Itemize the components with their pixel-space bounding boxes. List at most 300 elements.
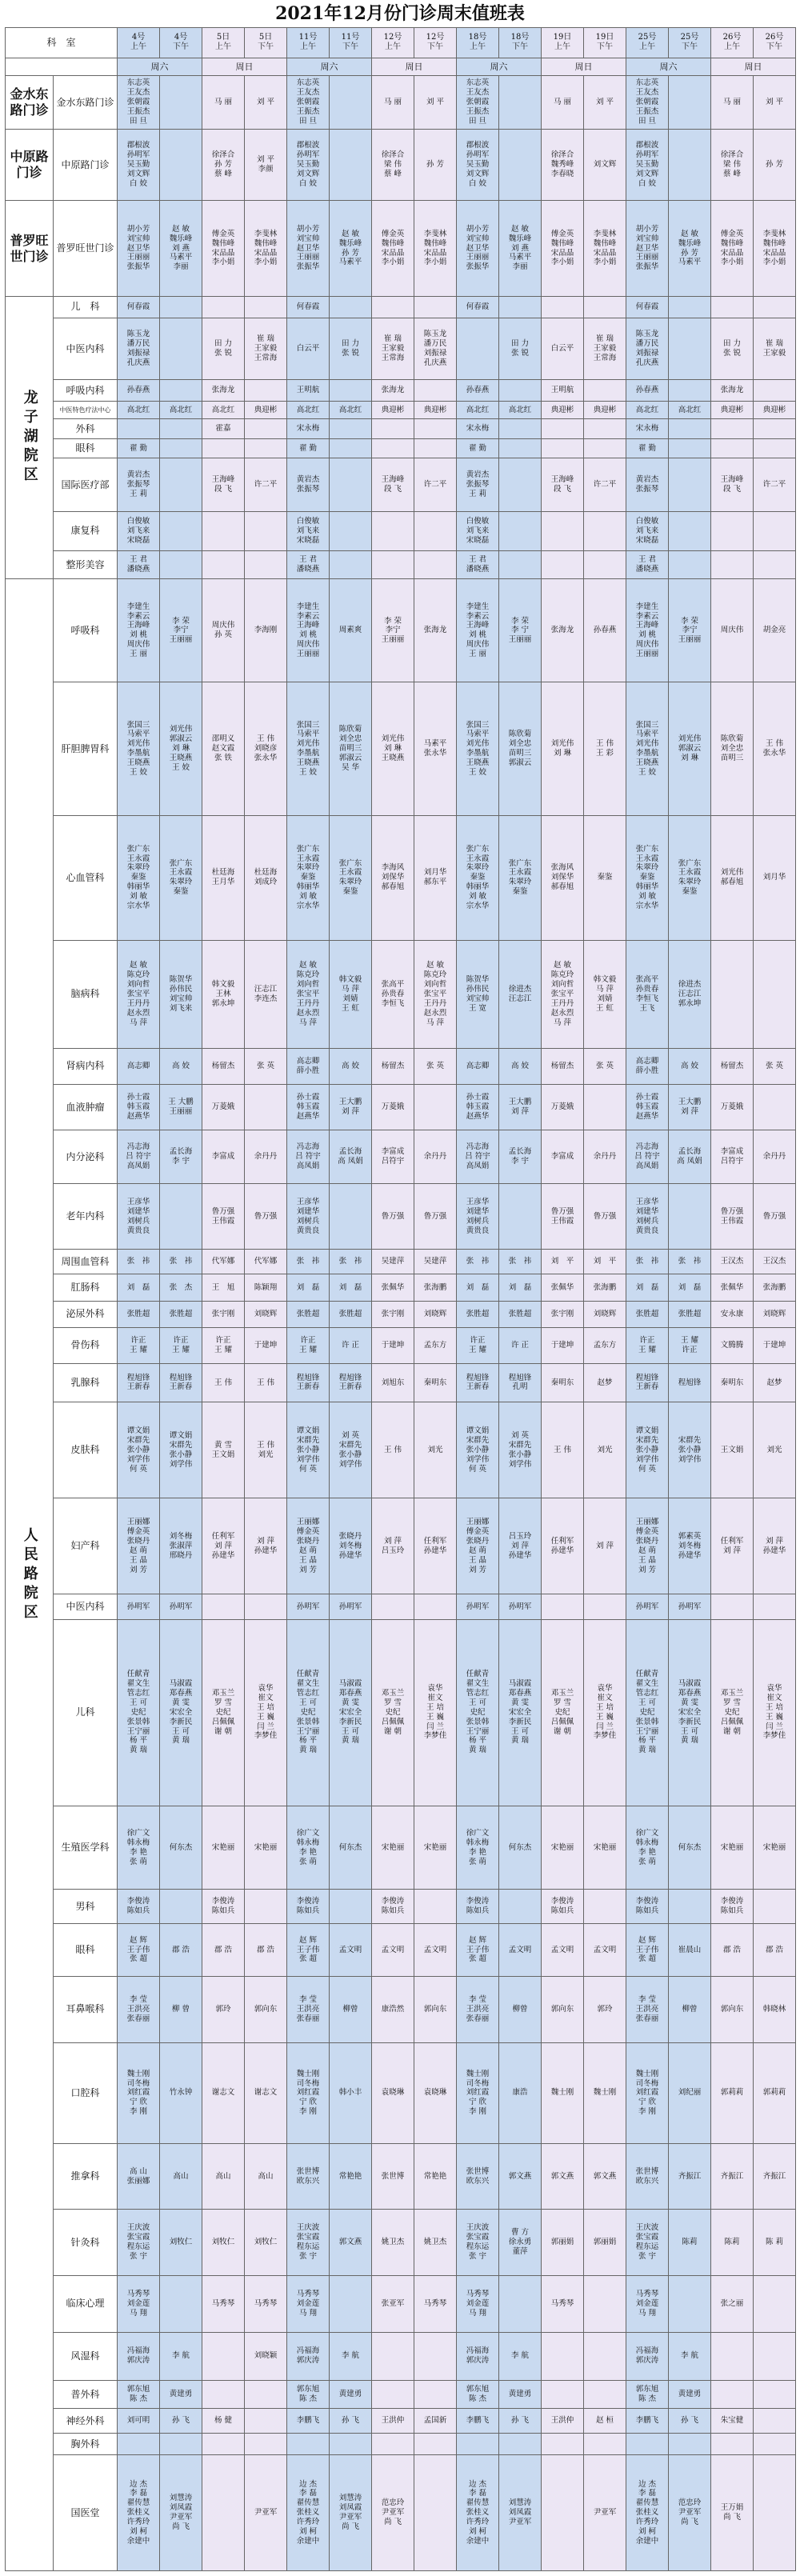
duty-cell: 郭莉莉 xyxy=(754,2042,796,2144)
duty-cell: 徐进杰 汪志江 郭永坤 xyxy=(669,940,711,1049)
duty-cell: 翟 勤 xyxy=(118,438,160,458)
duty-cell xyxy=(414,1084,457,1130)
duty-cell: 谭文娟 宋群先 张小静 刘学伟 何 英 xyxy=(287,1402,330,1498)
duty-cell: 宋艳丽 xyxy=(414,1806,457,1889)
duty-cell: 程旭锋 王新春 xyxy=(118,1363,160,1402)
duty-cell: 李 莹 王洪亮 张春丽 xyxy=(626,1977,669,2042)
duty-cell: 张国三 马索平 刘光伟 李墨航 王晓燕 王 姣 xyxy=(118,682,160,816)
duty-cell xyxy=(754,2332,796,2380)
dept-name: 骨伤科 xyxy=(54,1328,118,1363)
duty-cell: 许二平 xyxy=(754,458,796,512)
dept-name: 国医堂 xyxy=(54,2455,118,2571)
duty-cell: 邓玉兰 罗 雪 史纪 吕佩佩 谢 朝 xyxy=(542,1619,584,1806)
duty-cell: 黄建勇 xyxy=(669,2380,711,2409)
duty-cell: 马秀琴 xyxy=(202,2275,245,2332)
dept-name: 老年内科 xyxy=(54,1184,118,1250)
header-day-13: 25号 下午 xyxy=(669,28,711,58)
duty-cell: 孙 飞 xyxy=(160,2409,202,2434)
schedule-row xyxy=(6,550,796,579)
dept-name: 整形美容 xyxy=(54,550,118,579)
duty-cell: 傅金英 魏伟峰 宋品晶 李小娟 xyxy=(372,201,414,297)
duty-cell: 程旭锋 王新春 xyxy=(160,1363,202,1402)
duty-cell: 王 伟 张永华 xyxy=(754,682,796,816)
duty-cell: 陈玉龙 潘万民 刘振禄 孔庆燕 xyxy=(118,318,160,380)
duty-cell: 李鹏飞 xyxy=(626,2409,669,2434)
duty-cell xyxy=(202,511,245,550)
duty-cell: 孙明军 xyxy=(330,1594,372,1619)
duty-cell: 张海风 刘保华 郝春旭 xyxy=(542,815,584,940)
duty-cell: 吴建萍 xyxy=(372,1250,414,1274)
duty-cell xyxy=(669,438,711,458)
duty-cell: 李俊涛 陈如兵 xyxy=(542,1890,584,1923)
duty-cell: 任献青 翟文生 管志红 王 可 史纪 张景韩 王宁丽 杨 平 黄 瑞 xyxy=(287,1619,330,1806)
duty-cell: 高北红 xyxy=(287,402,330,419)
duty-cell xyxy=(414,550,457,579)
duty-cell: 崔 瑞 王家毅 王常海 xyxy=(245,318,287,380)
duty-cell xyxy=(414,438,457,458)
duty-cell: 张 祎 xyxy=(499,1250,542,1274)
duty-cell: 孙士霞 韩玉霞 赵燕华 xyxy=(626,1084,669,1130)
duty-cell xyxy=(584,419,626,438)
duty-cell: 高 姣 xyxy=(330,1049,372,1084)
duty-cell: 许正 王 耀 xyxy=(160,1328,202,1363)
duty-cell xyxy=(754,940,796,1049)
duty-cell: 刘晓辉 xyxy=(754,1301,796,1327)
duty-cell: 白俊敏 刘飞来 宋晓磊 xyxy=(287,511,330,550)
duty-cell: 韩文毅 马 萍 刘婧 王 虹 xyxy=(330,940,372,1049)
duty-cell: 袁华 崔文 王 培 王 巍 闫 兰 李梦佳 xyxy=(584,1619,626,1806)
duty-cell: 高北红 xyxy=(669,402,711,419)
duty-cell xyxy=(499,297,542,318)
duty-cell: 赵 敏 魏乐峰 孙 芳 马素平 xyxy=(669,201,711,297)
duty-cell: 柳曾 xyxy=(499,1977,542,2042)
duty-cell: 冯志海 吕 符宇 高凤娟 xyxy=(457,1130,499,1184)
duty-cell: 韩文毅 马 萍 刘婧 王 虹 xyxy=(584,940,626,1049)
duty-cell: 陈欣菊 刘全忠 苗明三 郭淑云 xyxy=(499,682,542,816)
duty-cell: 许二平 xyxy=(584,458,626,512)
duty-cell: 程旭锋 王新春 xyxy=(626,1363,669,1402)
duty-cell xyxy=(245,438,287,458)
duty-cell: 徐广文 韩永梅 李 艳 张 萌 xyxy=(287,1806,330,1889)
duty-cell xyxy=(160,76,202,130)
duty-cell: 李富成 吕符宇 xyxy=(711,1130,754,1184)
duty-cell: 马 丽 xyxy=(372,76,414,130)
duty-cell: 翟 勤 xyxy=(457,438,499,458)
duty-cell xyxy=(414,1890,457,1923)
duty-cell: 高志卿 xyxy=(457,1049,499,1084)
duty-cell: 宋群先 张小静 刘学伟 xyxy=(669,1402,711,1498)
duty-cell: 胡金亮 xyxy=(754,579,796,682)
duty-cell: 李海风 刘保华 郝春旭 xyxy=(372,815,414,940)
schedule-row xyxy=(6,297,796,318)
duty-cell: 马 丽 xyxy=(711,76,754,130)
schedule-row xyxy=(6,130,796,201)
duty-cell: 刘 平 xyxy=(245,76,287,130)
duty-cell xyxy=(542,2332,584,2380)
dept-name: 风湿科 xyxy=(54,2332,118,2380)
schedule-row xyxy=(6,438,796,458)
duty-cell: 孟文明 xyxy=(372,1923,414,1977)
duty-cell: 冯福海 郭庆涛 xyxy=(457,2332,499,2380)
duty-cell xyxy=(754,1084,796,1130)
duty-cell: 徐广文 韩永梅 李 艳 张 萌 xyxy=(457,1806,499,1889)
duty-cell: 程旭锋 王新春 xyxy=(330,1363,372,1402)
duty-cell: 赵 敏 陈克玲 刘向哲 张宝平 王丹丹 赵永烈 马 萍 xyxy=(542,940,584,1049)
duty-cell: 张晓丹 刘冬梅 孙建华 xyxy=(330,1498,372,1594)
dept-name: 针灸科 xyxy=(54,2210,118,2275)
schedule-row xyxy=(6,380,796,402)
duty-cell: 王丽娜 傅金英 张晓丹 赵 萌 王 晶 刘 芳 xyxy=(287,1498,330,1594)
duty-cell: 刘 磊 xyxy=(626,1274,669,1301)
schedule-row xyxy=(6,2275,796,2332)
duty-cell: 霍嘉 xyxy=(202,419,245,438)
duty-cell: 李 莹 王洪亮 张春丽 xyxy=(287,1977,330,2042)
duty-cell xyxy=(330,1890,372,1923)
duty-cell: 何春霞 xyxy=(287,297,330,318)
duty-cell: 曹 方 徐永勇 董萍 xyxy=(499,2210,542,2275)
duty-cell: 刘 萍 孙建华 xyxy=(754,1498,796,1594)
duty-cell: 张胜超 xyxy=(118,1301,160,1327)
dept-name: 内分泌科 xyxy=(54,1130,118,1184)
duty-cell: 郡根波 孙明军 吴玉勤 刘文辉 白 姣 xyxy=(626,130,669,201)
duty-cell xyxy=(669,419,711,438)
duty-cell: 竹永钟 xyxy=(160,2042,202,2144)
duty-cell: 郭东旭 陈 杰 xyxy=(287,2380,330,2409)
duty-cell: 许正 王 耀 xyxy=(202,1328,245,1363)
duty-cell xyxy=(584,1084,626,1130)
duty-cell: 万菱娥 xyxy=(202,1084,245,1130)
duty-cell: 东志英 王友杰 张朝霞 王振杰 田 旦 xyxy=(118,76,160,130)
duty-cell: 刘 平 李颜 xyxy=(245,130,287,201)
duty-cell: 刘 磊 xyxy=(457,1274,499,1301)
duty-cell: 张胜超 xyxy=(626,1301,669,1327)
page-title: 2021年12月份门诊周末值班表 xyxy=(275,3,525,24)
duty-cell: 张广东 王永霞 朱翠玲 秦鉴 韩丽华 刘 敏 宗水华 xyxy=(118,815,160,940)
duty-cell xyxy=(669,458,711,512)
duty-cell xyxy=(160,419,202,438)
duty-cell: 刘文辉 xyxy=(584,130,626,201)
duty-cell xyxy=(542,2380,584,2409)
duty-cell: 张世博 欧东兴 xyxy=(287,2144,330,2210)
duty-cell: 谢志文 xyxy=(245,2042,287,2144)
duty-cell xyxy=(457,318,499,380)
duty-cell: 马秀琴 刘金莲 马 翔 xyxy=(287,2275,330,2332)
duty-cell: 陈玉龙 潘万民 刘振禄 孔庆燕 xyxy=(626,318,669,380)
duty-cell: 宋艳丽 xyxy=(245,1806,287,1889)
duty-cell: 王 君 潘晓燕 xyxy=(118,550,160,579)
duty-cell xyxy=(414,2332,457,2380)
duty-cell xyxy=(330,550,372,579)
duty-cell xyxy=(542,550,584,579)
area-name-vertical: 龙子湖院区 xyxy=(21,390,38,486)
duty-cell: 吴建萍 xyxy=(414,1250,457,1274)
schedule-row xyxy=(6,2434,796,2455)
duty-cell xyxy=(584,2332,626,2380)
duty-cell: 郭向东 xyxy=(711,1977,754,2042)
duty-cell: 王彦华 刘建华 刘树兵 黄贵良 xyxy=(626,1184,669,1250)
duty-cell xyxy=(160,438,202,458)
duty-cell: 王万娟 尚 飞 xyxy=(711,2455,754,2571)
duty-cell xyxy=(372,2332,414,2380)
duty-cell: 何东杰 xyxy=(330,1806,372,1889)
schedule-row xyxy=(6,1977,796,2042)
duty-cell: 郭丽娟 xyxy=(542,2210,584,2275)
duty-cell: 郭莉莉 xyxy=(711,2042,754,2144)
schedule-row xyxy=(6,2042,796,2144)
duty-cell: 王丽娜 傅金英 张晓丹 赵 萌 王 晶 刘 芳 xyxy=(626,1498,669,1594)
duty-cell: 黄 雪 王文娟 xyxy=(202,1402,245,1498)
duty-cell xyxy=(711,2434,754,2455)
duty-cell: 张广东 王永霞 朱翠玲 秦鉴 xyxy=(669,815,711,940)
duty-cell xyxy=(414,419,457,438)
duty-cell: 秦明东 xyxy=(542,1363,584,1402)
duty-cell xyxy=(160,380,202,402)
duty-cell: 袁华 崔文 王 培 王 巍 闫 兰 李梦佳 xyxy=(245,1619,287,1806)
duty-cell xyxy=(626,2434,669,2455)
duty-cell: 黄建勇 xyxy=(330,2380,372,2409)
duty-cell: 典迎彬 xyxy=(711,402,754,419)
schedule-row xyxy=(6,1594,796,1619)
duty-cell: 马淑霞 郑春燕 黄 雯 宋宏全 李新民 王 可 黄 瑞 xyxy=(160,1619,202,1806)
duty-cell: 王彦华 刘建华 刘树兵 黄贵良 xyxy=(287,1184,330,1250)
duty-cell: 赵 敏 魏乐峰 刘 燕 马素平 李丽 xyxy=(499,201,542,297)
duty-cell: 典迎彬 xyxy=(754,402,796,419)
duty-cell: 郡根波 孙明军 吴玉勤 刘文辉 白 姣 xyxy=(457,130,499,201)
duty-cell: 田 力 张 锐 xyxy=(711,318,754,380)
duty-cell xyxy=(669,2434,711,2455)
duty-cell: 刘光 xyxy=(584,1402,626,1498)
area-1: 中原路门诊 xyxy=(6,130,54,201)
duty-cell: 余丹丹 xyxy=(414,1130,457,1184)
duty-cell xyxy=(160,318,202,380)
duty-cell: 郡 浩 xyxy=(245,1923,287,1977)
duty-cell xyxy=(330,438,372,458)
duty-cell: 白俊敏 刘飞来 宋晓磊 xyxy=(626,511,669,550)
duty-cell xyxy=(372,419,414,438)
duty-cell: 常艳艳 xyxy=(414,2144,457,2210)
duty-cell: 张 祎 xyxy=(330,1250,372,1274)
duty-cell: 许 正 xyxy=(330,1328,372,1363)
schedule-row xyxy=(6,1806,796,1889)
duty-cell: 谭文娟 宋群先 张小静 刘学伟 xyxy=(160,1402,202,1498)
area-0: 金水东路门诊 xyxy=(6,76,54,130)
duty-cell: 于建坤 xyxy=(754,1328,796,1363)
duty-cell xyxy=(160,458,202,512)
duty-cell xyxy=(542,511,584,550)
duty-cell: 郭文燕 xyxy=(542,2144,584,2210)
duty-cell xyxy=(542,297,584,318)
schedule-row xyxy=(6,682,796,816)
duty-cell: 马秀琴 刘金莲 马 翔 xyxy=(457,2275,499,2332)
schedule-row xyxy=(6,201,796,297)
duty-cell xyxy=(711,2380,754,2409)
duty-cell: 高 姣 xyxy=(499,1049,542,1084)
duty-cell: 赵 敏 陈克玲 刘向哲 张宝平 王丹丹 赵永烈 马 萍 xyxy=(414,940,457,1049)
duty-cell xyxy=(245,511,287,550)
duty-cell: 孟长海 高 凤娟 xyxy=(669,1130,711,1184)
duty-cell: 张亚军 xyxy=(372,2275,414,2332)
duty-cell: 刘月华 xyxy=(754,815,796,940)
header-day-7: 12号 下午 xyxy=(414,28,457,58)
duty-cell: 张 祎 xyxy=(118,1250,160,1274)
duty-cell: 万菱娥 xyxy=(711,1084,754,1130)
duty-cell: 徐泽合 孙 芳 蔡 峰 xyxy=(202,130,245,201)
schedule-row xyxy=(6,2455,796,2571)
duty-cell: 孙士霞 韩玉霞 赵燕华 xyxy=(287,1084,330,1130)
duty-cell: 宋永梅 xyxy=(626,419,669,438)
duty-cell: 杨留杰 xyxy=(202,1049,245,1084)
duty-cell: 文腾腾 xyxy=(711,1328,754,1363)
duty-cell xyxy=(669,550,711,579)
duty-cell: 高 姣 xyxy=(160,1049,202,1084)
duty-cell xyxy=(160,2275,202,2332)
schedule-row xyxy=(6,318,796,380)
schedule-row xyxy=(6,1084,796,1130)
duty-cell: 李俊涛 陈如兵 xyxy=(287,1890,330,1923)
schedule-row xyxy=(6,1363,796,1402)
duty-cell: 张高平 孙贵春 李恒飞 xyxy=(372,940,414,1049)
duty-cell: 黄岩杰 张振琴 王 莉 xyxy=(118,458,160,512)
dept-name: 呼吸科 xyxy=(54,579,118,682)
duty-cell xyxy=(754,550,796,579)
header-day-14: 26号 上午 xyxy=(711,28,754,58)
duty-cell: 张世博 欧东兴 xyxy=(626,2144,669,2210)
duty-cell: 何春霞 xyxy=(626,297,669,318)
duty-cell xyxy=(669,130,711,201)
header-day-12: 25号 上午 xyxy=(626,28,669,58)
duty-cell: 宋艳丽 xyxy=(711,1806,754,1889)
duty-cell: 赵 桓 xyxy=(584,2409,626,2434)
duty-cell: 谭文娟 宋群先 张小静 刘学伟 何 英 xyxy=(118,1402,160,1498)
header-blank xyxy=(6,58,118,75)
duty-cell: 任献青 翟文生 管志红 王 可 史纪 张景韩 王宁丽 杨 平 黄 瑞 xyxy=(118,1619,160,1806)
duty-cell: 宋艳丽 xyxy=(542,1806,584,1889)
header-weekday-5: 周日 xyxy=(542,58,626,75)
schedule-row xyxy=(6,2409,796,2434)
duty-cell: 崔晨山 xyxy=(669,1923,711,1977)
duty-cell: 高北红 xyxy=(160,402,202,419)
duty-cell: 孙春燕 xyxy=(584,579,626,682)
duty-cell: 黄建勇 xyxy=(499,2380,542,2409)
duty-cell xyxy=(414,2455,457,2571)
duty-cell xyxy=(202,2380,245,2409)
duty-cell xyxy=(245,1890,287,1923)
duty-cell xyxy=(330,458,372,512)
duty-cell: 袁晓琳 xyxy=(372,2042,414,2144)
duty-cell: 谭文娟 宋群先 张小静 刘学伟 何 英 xyxy=(626,1402,669,1498)
dept-name: 口腔科 xyxy=(54,2042,118,2144)
header-weekday-2: 周六 xyxy=(287,58,372,75)
duty-cell: 马淑霞 郑春燕 黄 雯 宋宏全 李新民 王 可 黄 瑞 xyxy=(669,1619,711,1806)
duty-cell xyxy=(160,511,202,550)
duty-cell: 王 伟 刘光 xyxy=(245,1402,287,1498)
duty-cell xyxy=(330,2434,372,2455)
duty-cell xyxy=(542,1594,584,1619)
duty-cell: 孙 飞 xyxy=(330,2409,372,2434)
duty-cell: 高 山 张丽娜 xyxy=(118,2144,160,2210)
duty-cell: 郭玲 xyxy=(584,1977,626,2042)
schedule-row xyxy=(6,940,796,1049)
duty-cell: 翟 勤 xyxy=(287,438,330,458)
duty-cell: 王明航 xyxy=(542,380,584,402)
duty-cell: 孙明军 xyxy=(457,1594,499,1619)
dept-name: 儿科 xyxy=(54,1619,118,1806)
duty-cell: 王海峰 段 飞 xyxy=(372,458,414,512)
duty-cell: 汪志江 李连杰 xyxy=(245,940,287,1049)
duty-cell: 柳曾 xyxy=(669,1977,711,2042)
duty-cell: 高北红 xyxy=(457,402,499,419)
duty-cell xyxy=(414,2380,457,2409)
duty-cell xyxy=(372,438,414,458)
area-2: 普罗旺世门诊 xyxy=(6,201,54,297)
duty-cell: 郡根波 孙明军 吴玉勤 刘文辉 白 姣 xyxy=(287,130,330,201)
duty-cell: 张海鹏 xyxy=(584,1274,626,1301)
duty-cell: 张 英 xyxy=(754,1049,796,1084)
duty-cell: 刘光 xyxy=(754,1402,796,1498)
duty-cell: 孟文明 xyxy=(330,1923,372,1977)
duty-cell: 李 莹 王洪亮 张春丽 xyxy=(457,1977,499,2042)
duty-cell xyxy=(499,458,542,512)
duty-cell xyxy=(499,1184,542,1250)
duty-cell: 刘慧涛 刘凤霞 尹亚军 尚 飞 xyxy=(330,2455,372,2571)
duty-cell: 郭东旭 陈 杰 xyxy=(118,2380,160,2409)
duty-cell: 魏士刚 xyxy=(542,2042,584,2144)
duty-cell: 李斐林 魏伟峰 宋品晶 李小娟 xyxy=(584,201,626,297)
schedule-row xyxy=(6,1049,796,1084)
duty-cell: 邓玉兰 罗 雪 史纪 吕佩佩 谢 朝 xyxy=(202,1619,245,1806)
duty-cell: 王海峰 段 飞 xyxy=(542,458,584,512)
duty-cell xyxy=(372,297,414,318)
header-weekday-0: 周六 xyxy=(118,58,202,75)
duty-cell: 李 航 xyxy=(499,2332,542,2380)
duty-cell: 王洪仲 xyxy=(372,2409,414,2434)
duty-cell: 宋永梅 xyxy=(457,419,499,438)
duty-cell: 高志卿 薛小胜 xyxy=(287,1049,330,1084)
duty-cell: 鲁万强 xyxy=(245,1184,287,1250)
duty-cell xyxy=(160,1184,202,1250)
duty-cell: 李斐林 魏伟峰 宋品晶 李小娟 xyxy=(414,201,457,297)
header-day-0: 4号 上午 xyxy=(118,28,160,58)
duty-cell xyxy=(245,419,287,438)
duty-cell xyxy=(669,380,711,402)
duty-cell: 孙 飞 xyxy=(499,2409,542,2434)
duty-cell: 张广东 王永霞 朱翠玲 秦鉴 xyxy=(499,815,542,940)
duty-cell: 东志英 王友杰 张朝霞 王振杰 田 旦 xyxy=(457,76,499,130)
duty-cell xyxy=(245,2434,287,2455)
duty-cell: 秦鉴 xyxy=(584,815,626,940)
schedule-row xyxy=(6,419,796,438)
duty-cell: 徐广文 韩永梅 李 艳 张 萌 xyxy=(118,1806,160,1889)
duty-cell: 刘 平 xyxy=(542,1250,584,1274)
duty-cell: 孙士霞 韩玉霞 赵燕华 xyxy=(457,1084,499,1130)
duty-cell xyxy=(499,76,542,130)
duty-cell: 高山 xyxy=(202,2144,245,2210)
duty-cell xyxy=(245,2380,287,2409)
duty-cell: 张 祎 xyxy=(669,1250,711,1274)
duty-cell: 陈欣菊 刘全忠 苗明三 郭淑云 吴 华 xyxy=(330,682,372,816)
duty-cell: 刘光伟 刘 琳 王晓燕 xyxy=(372,682,414,816)
duty-cell: 张海龙 xyxy=(202,380,245,402)
duty-cell: 余丹丹 xyxy=(584,1130,626,1184)
duty-cell: 张高平 孙贵春 李恒飞 王飞 xyxy=(626,940,669,1049)
duty-cell: 冯福海 郭庆涛 xyxy=(626,2332,669,2380)
duty-cell: 冯福海 郭庆涛 xyxy=(118,2332,160,2380)
schedule-row xyxy=(6,458,796,512)
duty-cell: 郭向东 xyxy=(542,1977,584,2042)
duty-cell xyxy=(330,76,372,130)
dept-name: 推拿科 xyxy=(54,2144,118,2210)
duty-cell: 孙 芳 xyxy=(414,130,457,201)
